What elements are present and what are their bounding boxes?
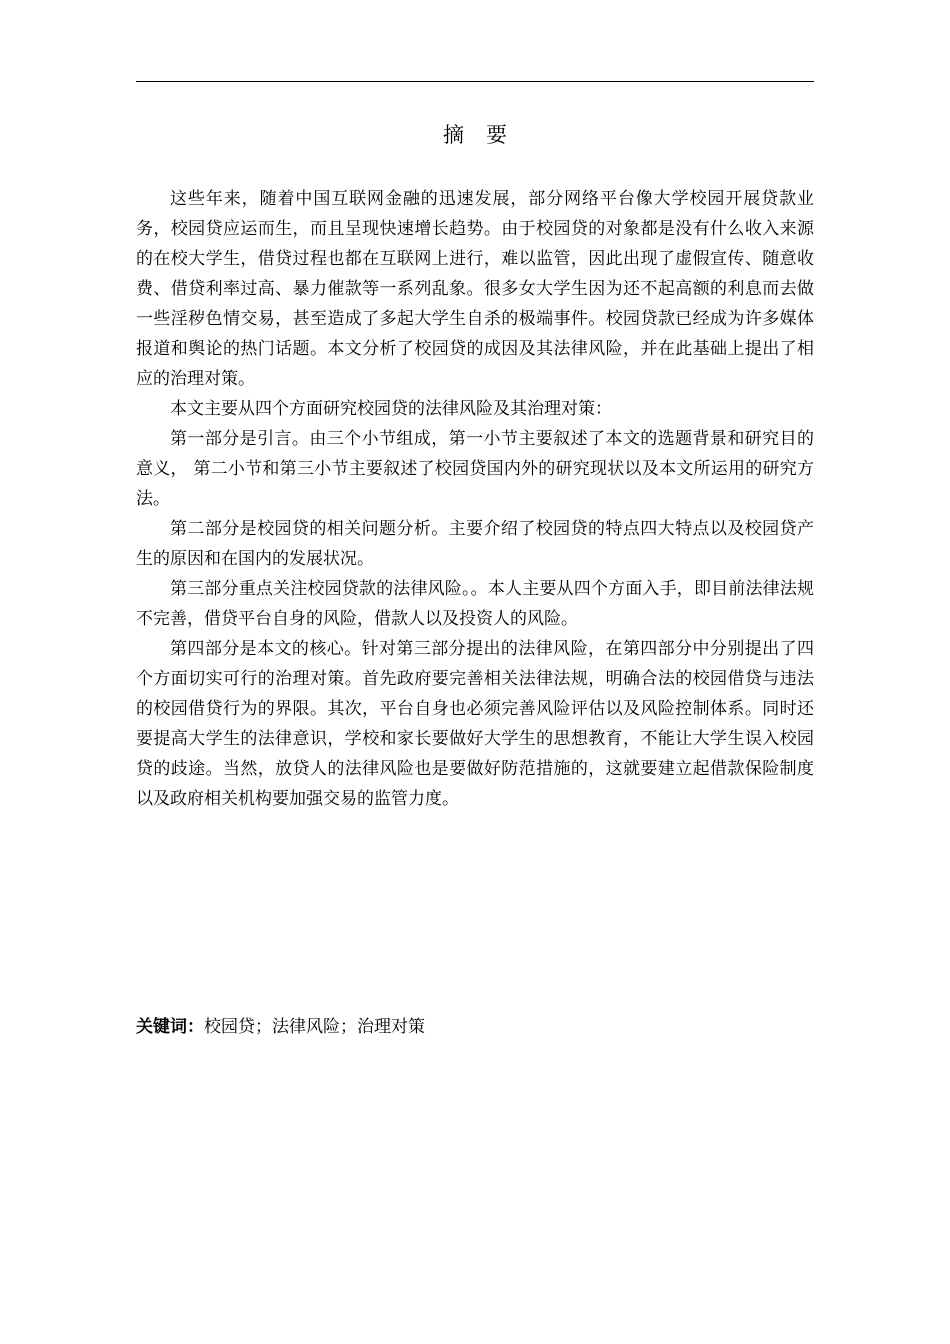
title-char-1: 摘: [443, 123, 464, 147]
page-title: [136, 120, 814, 150]
keywords-line: [136, 1012, 814, 1042]
paragraph-3: 第一部分是引言。由三个小节组成，第一小节主要叙述了本文的选题背景和研究目的意义， 第二小节和第三小节主要叙述了校园贷国内外的研究现状以及本文所运用的研究方法。: [136, 429, 814, 509]
header-rule: [136, 81, 814, 82]
keywords-items: 校园贷；法律风险；治理对策: [204, 1017, 425, 1037]
abstract-body: [136, 184, 814, 814]
title-char-2: 要: [486, 123, 507, 147]
paragraph-4: 第二部分是校园贷的相关问题分析。主要介绍了校园贷的特点四大特点以及校园贷产生的原因和在国内的发展状况。: [136, 519, 814, 569]
paragraph-1: 这些年来，随着中国互联网金融的迅速发展，部分网络平台像大学校园开展贷款业务，校园贷应运而生，而且呈现快速增长趋势。由于校园贷的对象都是没有什么收入来源的在校大学生，借贷过程也都在互联网上进行，难以监管，因此出现了虚假宣传、随意收费、借贷利率过高、暴力催款等一系列乱象。很多女大学生因为还不起高额的利息而去做一些淫秽色情交易，甚至造成了多起大学生自杀的极端事件。校园贷款已经成为许多媒体报道和舆论的热门话题。本文分析了校园贷的成因及其法律风险，并在此基础上提出了相应的治理对策。: [136, 189, 814, 389]
keywords-label: 关键词：: [136, 1017, 204, 1037]
paragraph-5: 第三部分重点关注校园贷款的法律风险。。本人主要从四个方面入手，即目前法律法规不完善，借贷平台自身的风险，借款人以及投资人的风险。: [136, 579, 814, 629]
paragraph-2: 本文主要从四个方面研究校园贷的法律风险及其治理对策：: [170, 399, 612, 419]
paragraph-6: 第四部分是本文的核心。针对第三部分提出的法律风险，在第四部分中分别提出了四个方面切实可行的治理对策。首先政府要完善相关法律法规，明确合法的校园借贷与违法的校园借贷行为的界限。其次，平台自身也必须完善风险评估以及风险控制体系。同时还要提高大学生的法律意识，学校和家长要做好大学生的思想教育，不能让大学生误入校园贷的歧途。当然，放贷人的法律风险也是要做好防范措施的，这就要建立起借款保险制度以及政府相关机构要加强交易的监管力度。: [136, 639, 814, 809]
